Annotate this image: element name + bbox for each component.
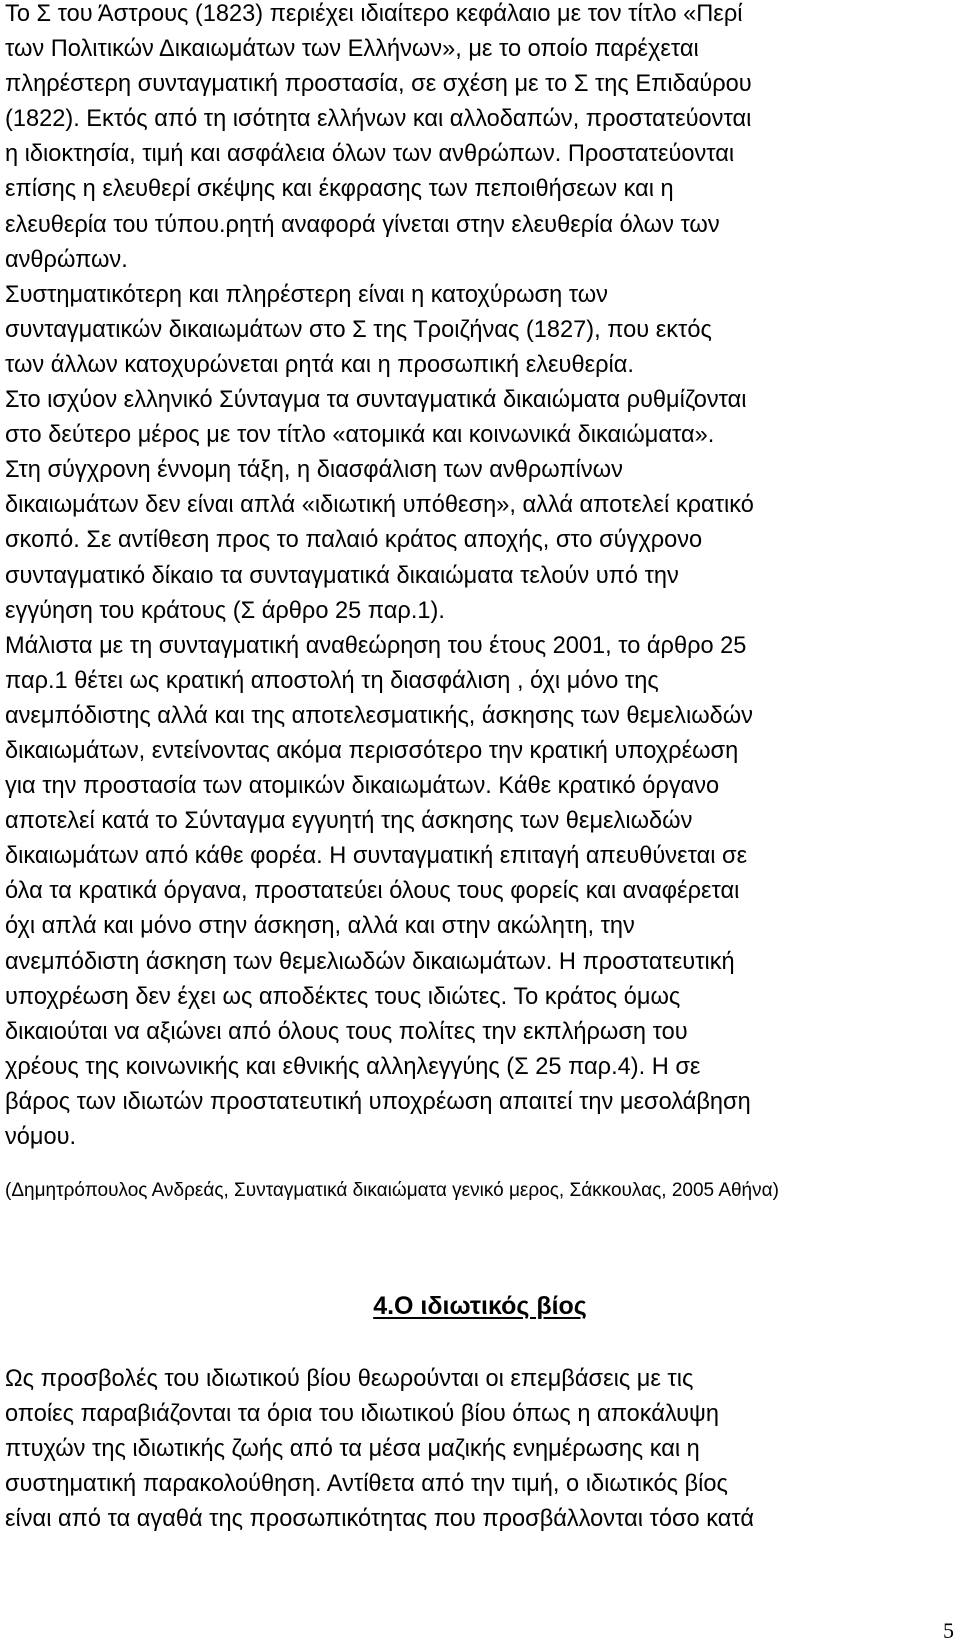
text-line: ανεμπόδιστης αλλά και της αποτελεσματικής, άσκησης των θεμελιωδών — [5, 702, 753, 729]
text-line: συστηματική παρακολούθηση. Αντίθετα από την τιμή, ο ιδιωτικός βίος — [5, 1471, 728, 1498]
text-line: δικαιωμάτων, εντείνοντας ακόμα περισσότερο την κρατική υποχρέωση — [5, 737, 739, 764]
text-line: χρέους της κοινωνικής και εθνικής αλληλεγγύης (Σ 25 παρ.4). Η σε — [5, 1053, 701, 1080]
text-line: όχι απλά και μόνο στην άσκηση, αλλά και στην ακώλητη, την — [5, 913, 635, 940]
text-line: Στο ισχύον ελληνικό Σύνταγμα τα συνταγματικά δικαιώματα ρυθμίζονται — [5, 387, 747, 414]
text-line: Συστηματικότερη και πληρέστερη είναι η κατοχύρωση των — [5, 281, 608, 308]
text-line: ανθρώπων. — [5, 246, 128, 273]
text-line: είναι από τα αγαθά της προσωπικότητας που προσβάλλονται τόσο κατά — [5, 1506, 754, 1533]
text-line: των άλλων κατοχυρώνεται ρητά και η προσωπική ελευθερία. — [5, 351, 634, 378]
text-line: συνταγματικών δικαιωμάτων στο Σ της Τροιζήνας (1827), που εκτός — [5, 316, 712, 343]
text-line: υποχρέωση δεν έχει ως αποδέκτες τους ιδιώτες. Το κράτος όμως — [5, 983, 681, 1010]
text-line: παρ.1 θέτει ως κρατική αποστολή τη διασφάλιση , όχι μόνο της — [5, 667, 659, 694]
text-line: πληρέστερη συνταγματική προστασία, σε σχέση με το Σ της Επιδαύρου — [5, 71, 752, 98]
text-line: η ιδιοκτησία, τιμή και ασφάλεια όλων των ανθρώπων. Προστατεύονται — [5, 141, 735, 168]
text-line: Το Σ του Άστρους (1823) περιέχει ιδιαίτερο κεφάλαιο με τον τίτλο «Περί — [5, 1, 743, 27]
text-line: οποίες παραβιάζονται τα όρια του ιδιωτικού βίου όπως η αποκάλυψη — [5, 1401, 719, 1428]
text-line: επίσης η ελευθερί σκέψης και έκφρασης των πεποιθήσεων και η — [5, 176, 674, 203]
section-heading-title: 4.Ο ιδιωτικός βίος — [373, 1292, 587, 1320]
text-line: όλα τα κρατικά όργανα, προστατεύει όλους τους φορείς και αναφέρεται — [5, 878, 740, 905]
text-line: δικαιωμάτων δεν είναι απλά «ιδιωτική υπόθεση», αλλά αποτελεί κρατικό — [5, 492, 754, 519]
text-line: δικαιούται να αξιώνει από όλους τους πολίτες την εκπλήρωση του — [5, 1018, 688, 1045]
text-line: αποτελεί κατά το Σύνταγμα εγγυητή της άσκησης των θεμελιωδών — [5, 808, 693, 835]
text-line: ελευθερία του τύπου.ρητή αναφορά γίνεται στην ελευθερία όλων των — [5, 211, 720, 238]
body-paragraphs — [5, 0, 957, 1155]
text-line: στο δεύτερο μέρος με τον τίτλο «ατομικά και κοινωνικά δικαιώματα». — [5, 422, 715, 449]
text-line: των Πολιτικών Δικαιωμάτων των Ελλήνων», με το οποίο παρέχεται — [5, 36, 699, 63]
text-line: Ως προσβολές του ιδιωτικού βίου θεωρούνται οι επεμβάσεις με τις — [5, 1366, 694, 1392]
section-paragraph — [5, 1362, 957, 1537]
text-line: βάρος των ιδιωτών προστατευτική υποχρέωση απαιτεί την μεσολάβηση — [5, 1088, 751, 1115]
text-line: πτυχών της ιδιωτικής ζωής από τα μέσα μαζικής ενημέρωσης και η — [5, 1436, 700, 1463]
text-line: ανεμπόδιστη άσκηση των θεμελιωδών δικαιωμάτων. Η προστατευτική — [5, 948, 735, 975]
text-line: (1822). Εκτός από τη ισότητα ελλήνων και αλλοδαπών, προστατεύονται — [5, 106, 752, 133]
page-number: 5 — [943, 1618, 954, 1643]
text-line: Στη σύγχρονη έννομη τάξη, η διασφάλιση των ανθρωπίνων — [5, 457, 623, 484]
text-line: εγγύηση του κράτους (Σ άρθρο 25 παρ.1). — [5, 597, 445, 624]
citation-reference: (Δημητρόπουλος Ανδρεάς, Συνταγματικά δικαιώματα γενικό μερος, Σάκκουλας, 2005 Αθήνα) — [5, 1180, 779, 1201]
text-line: νόμου. — [5, 1124, 77, 1150]
text-line: Μάλιστα με τη συνταγματική αναθεώρηση του έτους 2001, το άρθρο 25 — [5, 632, 747, 659]
text-line: για την προστασία των ατομικών δικαιωμάτων. Κάθε κρατικό όργανο — [5, 773, 720, 800]
text-line: συνταγματικό δίκαιο τα συνταγματικά δικαιώματα τελούν υπό την — [5, 562, 679, 589]
text-line: σκοπό. Σε αντίθεση προς το παλαιό κράτος αποχής, στο σύγχρονο — [5, 527, 703, 554]
section-heading — [0, 1290, 960, 1322]
text-line: δικαιωμάτων από κάθε φορέα. Η συνταγματική επιταγή απευθύνεται σε — [5, 843, 748, 870]
